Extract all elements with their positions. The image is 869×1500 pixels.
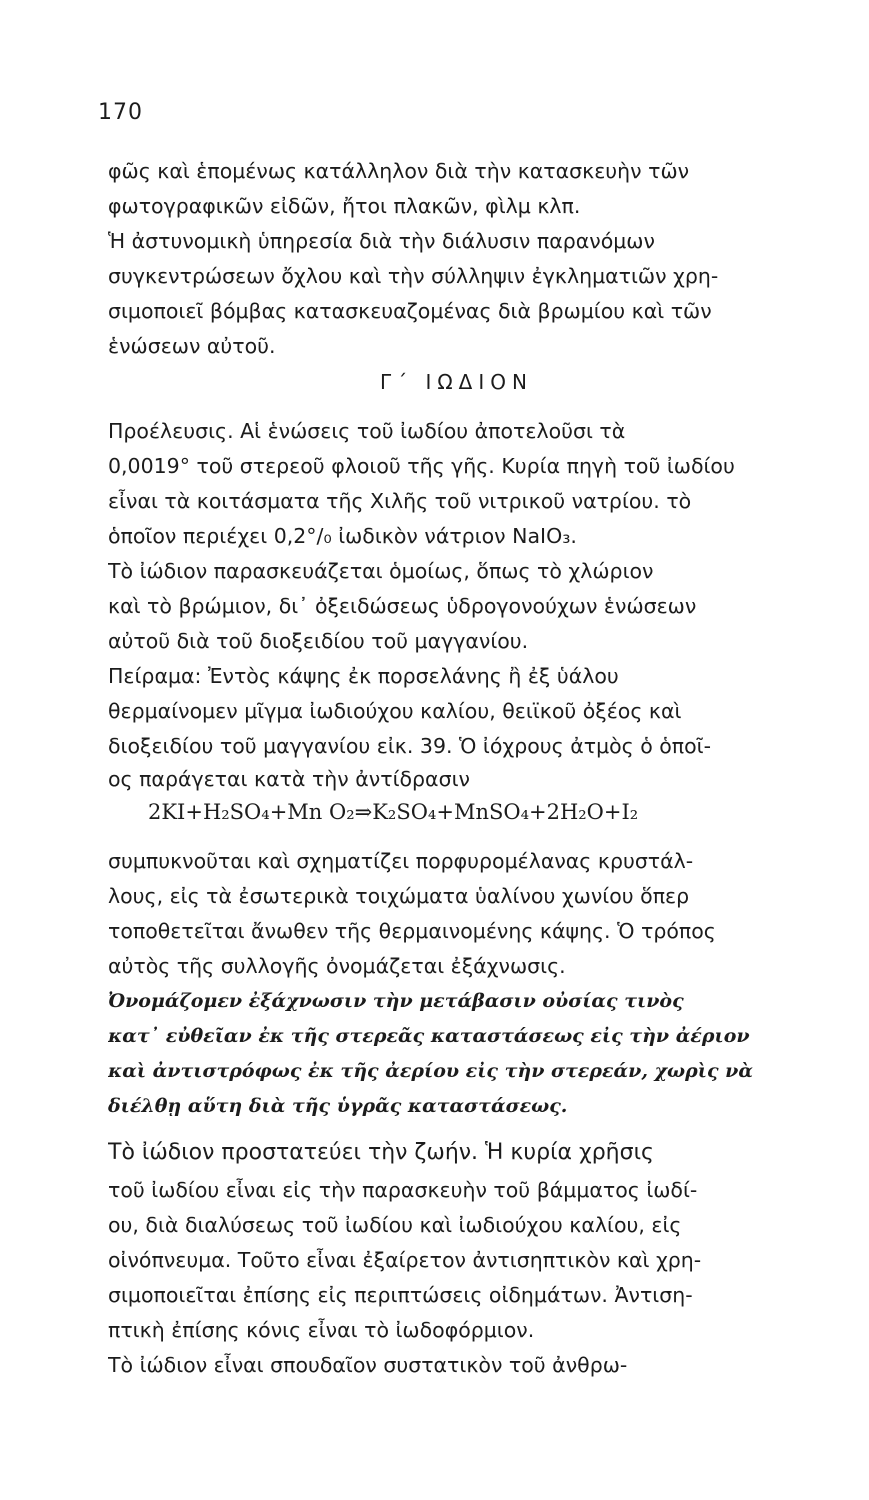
text-line: ἑνώσεων αὐτοῦ. [108, 334, 276, 358]
text-line: πτικὴ ἐπίσης κόνις εἶναι τὸ ἰωδοφόρμιον. [108, 1318, 535, 1342]
italic-definition-line: Ὀνομάζομεν ἐξάχνωσιν τὴν μετάβασιν οὐσίας τινὸς [108, 990, 684, 1012]
text-line: διοξειδίου τοῦ μαγγανίου εἰκ. 39. Ὁ ἰόχρους ἀτμὸς ὁ ὁποῖ- [108, 734, 712, 758]
text-line: εἶναι τὰ κοιτάσματα τῆς Χιλῆς τοῦ νιτρικοῦ νατρίου. τὸ [108, 489, 692, 513]
text-line: σιμοποιεῖ βόμβας κατασκευαζομένας διὰ βρωμίου καὶ τῶν [108, 299, 712, 323]
text-line: Τὸ ἰώδιον προστατεύει τὴν ζωήν. Ἡ κυρία χρῆσις [108, 1140, 654, 1165]
text-line: ος παράγεται κατὰ τὴν ἀντίδρασιν [108, 767, 470, 791]
text-line: λους, εἰς τὰ ἐσωτερικὰ τοιχώματα ὑαλίνου χωνίου ὅπερ [108, 884, 690, 908]
text-line: αὐτὸς τῆς συλλογῆς ὀνομάζεται ἐξάχνωσις. [108, 954, 566, 978]
section-heading: Γ΄ ΙΩΔΙΟΝ [380, 370, 533, 394]
text-line: ου, διὰ διαλύσεως τοῦ ἰωδίου καὶ ἰωδιούχου καλίου, εἰς [108, 1213, 682, 1237]
text-line: αὐτοῦ διὰ τοῦ διοξειδίου τοῦ μαγγανίου. [108, 629, 529, 653]
text-line: τοῦ ἰωδίου εἶναι εἰς τὴν παρασκευὴν τοῦ βάμματος ἰωδί- [108, 1178, 698, 1202]
text-line: καὶ τὸ βρώμιον, δι᾽ ὀξειδώσεως ὑδρογονούχων ἑνώσεων [108, 594, 697, 618]
text-line: φωτογραφικῶν εἰδῶν, ἤτοι πλακῶν, φὶλμ κλπ. [108, 194, 581, 218]
text-line: οἰνόπνευμα. Τοῦτο εἶναι ἐξαίρετον ἀντισηπτικὸν καὶ χρη- [108, 1248, 702, 1272]
text-line: τοποθετεῖται ἄνωθεν τῆς θερμαινομένης κάψης. Ὁ τρόπος [108, 919, 716, 943]
text-line: ὁποῖον περιέχει 0,2°/₀ ἰωδικὸν νάτριον NaIO₃. [108, 524, 577, 548]
text-line: θερμαίνομεν μῖγμα ἰωδιούχου καλίου, θειϊκοῦ ὀξέος καὶ [108, 699, 682, 723]
text-line: Τὸ ἰώδιον παρασκευάζεται ὁμοίως, ὅπως τὸ χλώριον [108, 559, 654, 583]
italic-definition-line: καὶ ἀντιστρόφως ἐκ τῆς ἀερίου εἰς τὴν στερεάν, χωρὶς νὰ [108, 1060, 753, 1082]
page-number: 170 [98, 100, 143, 125]
text-line: συμπυκνοῦται καὶ σχηματίζει πορφυρομέλανας κρυστάλ- [108, 849, 694, 873]
italic-definition-line: διέλθῃ αὕτη διὰ τῆς ὑγρᾶς καταστάσεως. [108, 1095, 568, 1117]
text-line: Πείραμα: Ἐντὸς κάψης ἐκ πορσελάνης ἢ ἐξ ὑάλου [108, 664, 619, 688]
text-line: Προέλευσις. Αἱ ἑνώσεις τοῦ ἰωδίου ἀποτελοῦσι τὰ [108, 419, 626, 443]
text-line: Ἡ ἀστυνομικὴ ὑπηρεσία διὰ τὴν διάλυσιν παρανόμων [108, 229, 655, 253]
text-line: συγκεντρώσεων ὄχλου καὶ τὴν σύλληψιν ἐγκληματιῶν χρη- [108, 264, 719, 288]
chemical-equation: 2KI+H₂SO₄+Mn O₂⇒K₂SO₄+MnSO₄+2H₂O+I₂ [148, 800, 639, 824]
text-line: φῶς καὶ ἑπομένως κατάλληλον διὰ τὴν κατασκευὴν τῶν [108, 159, 690, 183]
text-line: 0,0019° τοῦ στερεοῦ φλοιοῦ τῆς γῆς. Κυρία πηγὴ τοῦ ἰωδίου [108, 454, 735, 478]
text-line: Τὸ ἰώδιον εἶναι σπουδαῖον συστατικὸν τοῦ ἀνθρω- [108, 1353, 628, 1377]
italic-definition-line: κατ᾽ εὐθεῖαν ἐκ τῆς στερεᾶς καταστάσεως εἰς τὴν ἀέριον [108, 1025, 750, 1047]
text-line: σιμοποιεῖται ἐπίσης εἰς περιπτώσεις οἰδημάτων. Ἀντιση- [108, 1283, 693, 1307]
